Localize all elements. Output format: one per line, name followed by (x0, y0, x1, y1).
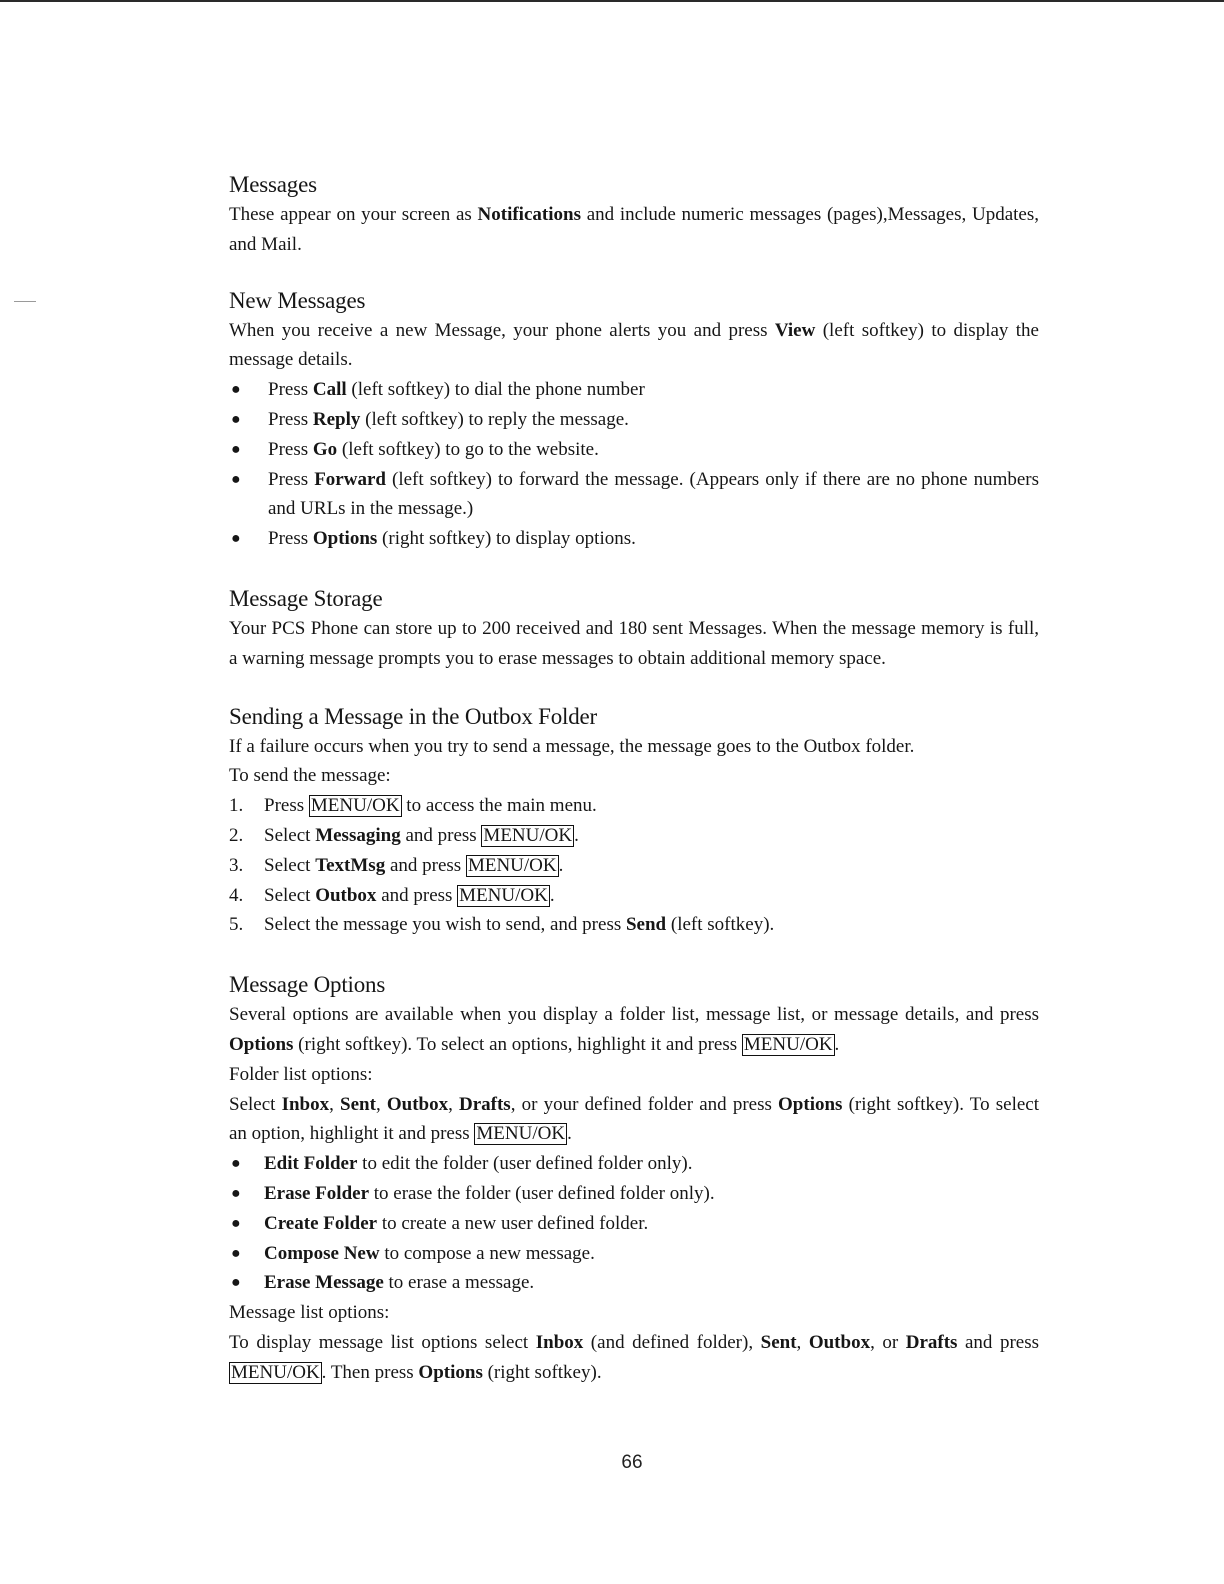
bold-term: View (774, 319, 816, 341)
bullet-list (229, 375, 1039, 554)
numbered-step (229, 881, 1039, 911)
bold-term: Options (418, 1361, 483, 1383)
text-run: When you receive a new Message, your phone alerts you and press (229, 319, 775, 341)
section-paragraph (229, 316, 1039, 376)
section-paragraph (229, 614, 1039, 674)
numbered-step (229, 821, 1039, 851)
text-run: (and defined folder), (583, 1331, 761, 1353)
bullet-item (229, 405, 1039, 435)
step-number: 4. (229, 884, 244, 906)
text-run: Select the message you wish to send, and press (264, 914, 626, 936)
text-run: to create a new user defined folder. (377, 1212, 649, 1234)
section-message-options (229, 970, 1039, 1387)
section-paragraph (229, 732, 1039, 762)
text-run: to edit the folder (user defined folder only). (357, 1153, 693, 1175)
text-run: and press (385, 854, 466, 876)
text-run: Select (264, 824, 316, 846)
text-run: These appear on your screen as (229, 204, 478, 225)
text-run: (left softkey) to go to the website. (337, 438, 599, 460)
bold-term: Erase Folder (264, 1182, 370, 1204)
step-number: 5. (229, 914, 244, 936)
section-paragraph (229, 200, 1039, 260)
text-run: to erase a message. (383, 1272, 535, 1294)
folder-options-label: Folder list options: (229, 1063, 373, 1085)
text-run: Press (268, 379, 313, 401)
text-run: to compose a new message. (379, 1242, 595, 1264)
bold-term: Notifications (477, 204, 581, 225)
bold-term: TextMsg (315, 854, 386, 876)
text-run: Press (268, 408, 313, 430)
text-run: , (448, 1093, 459, 1115)
bold-term: Create Folder (264, 1212, 378, 1234)
bullet-dot-icon: ● (231, 1184, 241, 1202)
bold-term: Reply (312, 408, 361, 430)
section-messages (229, 170, 1039, 260)
section-new-messages (229, 286, 1039, 554)
text-run: . (549, 884, 555, 906)
bullet-item (229, 435, 1039, 465)
bullet-item (229, 1149, 1039, 1179)
numbered-step (229, 791, 1039, 821)
text-run: . (574, 824, 579, 846)
text-run: and press (957, 1331, 1040, 1353)
text-run: If a failure occurs when you try to send a message, the message goes to the Outbox folder. (229, 735, 915, 757)
folder-options-list (229, 1149, 1039, 1298)
section-paragraph (229, 1000, 1039, 1060)
step-number: 2. (229, 824, 244, 846)
text-run: and press (376, 884, 458, 906)
text-run: Select (264, 884, 316, 906)
text-run: , (375, 1093, 387, 1115)
section-message-storage (229, 584, 1039, 674)
bold-term: Outbox (315, 884, 377, 906)
bullet-dot-icon: ● (231, 440, 241, 458)
section-title: Message Options (229, 972, 386, 998)
text-run: (right softkey) to display options. (377, 528, 636, 550)
bold-term: Options (778, 1093, 843, 1115)
text-run: , or your defined folder and press (510, 1093, 779, 1115)
text-run: Your PCS Phone can store up to 200 received and 180 sent Messages. When the message memory is full, a warning message prompts you to erase messages to obtain additional memory space. (229, 617, 1039, 669)
section-title: Message Storage (229, 585, 383, 611)
bold-term: Forward (314, 468, 386, 490)
bullet-dot-icon: ● (231, 1155, 241, 1173)
text-run: , or (870, 1331, 906, 1353)
text-run: to erase the folder (user defined folder only). (369, 1182, 715, 1204)
text-run: (right softkey). To select an option, highlight it and press (229, 1093, 1039, 1145)
text-run: . Then press (321, 1361, 419, 1383)
text-run: Press (268, 528, 313, 550)
text-run: to access the main menu. (401, 795, 597, 817)
bold-term: Drafts (459, 1093, 511, 1115)
bullet-item (229, 1239, 1039, 1269)
bold-term: Erase Message (264, 1272, 384, 1294)
bullet-item (229, 1209, 1039, 1239)
text-run: , (329, 1093, 341, 1115)
bullet-dot-icon: ● (231, 470, 241, 488)
section-outbox (229, 702, 1039, 941)
bullet-item (229, 375, 1039, 405)
bullet-item (229, 1179, 1039, 1209)
menu-ok-key-label: MENU/OK (743, 1033, 833, 1055)
bold-term: Outbox (386, 1093, 449, 1115)
text-run: Press (268, 438, 313, 460)
text-run: (right softkey). (482, 1361, 602, 1383)
bullet-dot-icon: ● (231, 1244, 241, 1262)
menu-ok-key-label: MENU/OK (483, 824, 573, 846)
section-title: Messages (229, 172, 317, 197)
text-run: and press (400, 824, 482, 846)
bold-term: Inbox (281, 1093, 330, 1115)
numbered-steps (229, 791, 1039, 940)
bullet-item (229, 465, 1039, 525)
text-run: (left softkey) to display the message details. (229, 319, 1039, 371)
menu-ok-key-label: MENU/OK (476, 1123, 566, 1145)
bullet-item (229, 1268, 1039, 1298)
menu-ok-key-label: MENU/OK (459, 884, 548, 906)
text-run: Select (264, 854, 316, 876)
text-run: . (834, 1033, 840, 1055)
text-run: , (796, 1331, 809, 1353)
list-options-paragraph (229, 1328, 1039, 1388)
text-run: . (558, 854, 564, 876)
bold-term: Go (312, 438, 338, 460)
bold-term: Drafts (905, 1331, 958, 1353)
menu-ok-key-label: MENU/OK (467, 854, 557, 876)
numbered-step (229, 851, 1039, 881)
step-number: 1. (229, 795, 244, 817)
section-title: Sending a Message in the Outbox Folder (229, 703, 598, 729)
list-options-label: Message list options: (229, 1302, 390, 1324)
text-run: . (567, 1123, 572, 1145)
folder-options-paragraph (229, 1090, 1039, 1150)
text-run: Select (229, 1093, 282, 1115)
text-run: Press (268, 468, 315, 490)
bold-term: Options (229, 1033, 294, 1055)
bullet-item (229, 524, 1039, 554)
text-run: Press (264, 795, 309, 817)
text-run: (right softkey). To select an options, highlight it and press (293, 1033, 742, 1055)
steps-lead: To send the message: (229, 765, 391, 787)
page-number: 66 (621, 1452, 643, 1473)
bold-term: Send (625, 914, 667, 936)
step-number: 3. (229, 854, 244, 876)
bold-term: Compose New (264, 1242, 380, 1264)
bullet-dot-icon: ● (231, 1274, 241, 1292)
bold-term: Edit Folder (264, 1153, 358, 1175)
scan-mark (14, 301, 36, 302)
bold-term: Inbox (535, 1331, 584, 1353)
numbered-step (229, 910, 1039, 940)
text-run: and include numeric messages (pages),Messages, Updates, and Mail. (229, 204, 1039, 255)
text-run: (left softkey) to reply the message. (360, 408, 629, 430)
bold-term: Messaging (315, 824, 401, 846)
bullet-dot-icon: ● (231, 1214, 241, 1232)
text-run: To display message list options select (229, 1331, 536, 1353)
bullet-dot-icon: ● (231, 530, 241, 548)
text-run: Several options are available when you display a folder list, message list, or message details, and press (229, 1004, 1039, 1026)
bold-term: Sent (340, 1093, 376, 1115)
bold-term: Sent (760, 1331, 797, 1353)
bold-term: Outbox (808, 1331, 871, 1353)
bullet-dot-icon: ● (231, 381, 241, 399)
text-run: (left softkey). (666, 914, 775, 936)
top-border-rule (0, 0, 1224, 2)
text-run: (left softkey) to forward the message. (Appears only if there are no phone numbers and URLs in the message.) (268, 468, 1039, 520)
bullet-dot-icon: ● (231, 410, 241, 428)
text-run: (left softkey) to dial the phone number (346, 379, 645, 401)
manual-page-content (229, 170, 1039, 1388)
section-title: New Messages (229, 287, 366, 313)
bold-term: Call (312, 379, 347, 401)
menu-ok-key-label: MENU/OK (310, 795, 400, 817)
menu-ok-key-label: MENU/OK (231, 1361, 320, 1383)
bold-term: Options (312, 528, 378, 550)
